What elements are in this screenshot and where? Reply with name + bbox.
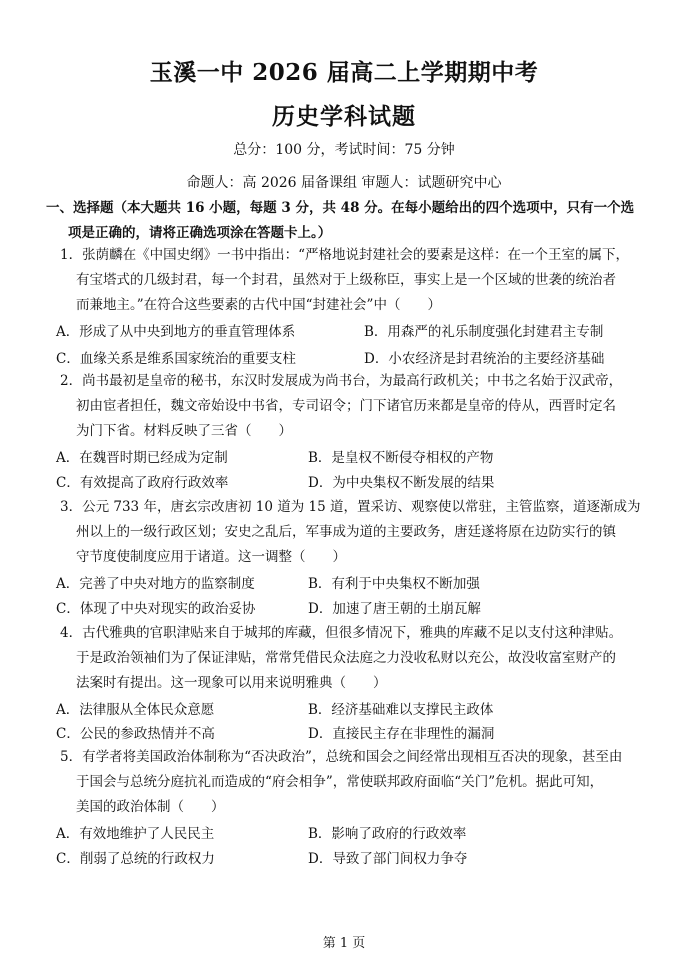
question-line: 为门下省。材料反映了三省（ ） bbox=[76, 423, 292, 439]
question-5 bbox=[60, 745, 660, 820]
question-line: 有宝塔式的几级封君，每一个封君，虽然对于上级称臣，事实上是一个区域的世袭的统治者 bbox=[76, 272, 616, 288]
question-line: 州以上的一级行政区划；安史之乱后，军事成为道的主要政务，唐廷遂将原在边防实行的镇 bbox=[76, 524, 616, 540]
option-b: B．用森严的礼乐制度强化封建君主专制 bbox=[364, 324, 604, 340]
question-4 bbox=[60, 621, 660, 696]
question-3 bbox=[60, 495, 660, 570]
option-c: C．削弱了总统的行政权力 bbox=[56, 851, 215, 867]
question-line: 2．尚书最初是皇帝的秘书，东汉时发展成为尚书台，为最高行政机关；中书之名始于汉武帝， bbox=[60, 373, 623, 389]
option-a: A．法律服从全体民众意愿 bbox=[56, 702, 215, 718]
question-line: 而兼地主。”在符合这些要素的古代中国“封建社会”中（ ） bbox=[76, 297, 441, 313]
option-d: D．导致了部门间权力争夺 bbox=[308, 851, 468, 867]
question-line: 于是政治领袖们为了保证津贴，常常凭借民众法庭之力没收私财以充公，故没收富室财产的 bbox=[76, 650, 616, 666]
page-number: 第 1 页 bbox=[322, 936, 366, 951]
option-b: B．经济基础难以支撑民主政体 bbox=[308, 702, 494, 718]
section-heading bbox=[46, 196, 646, 246]
question-line: 法案时有提出。这一现象可以用来说明雅典（ ） bbox=[76, 675, 387, 691]
exam-info: 总分：100 分，考试时间：75 分钟 bbox=[233, 142, 455, 158]
option-c: C．体现了中央对现实的政治妥协 bbox=[56, 601, 256, 617]
question-line: 1．张荫麟在《中国史纲》一书中指出：“严格地说封建社会的要素是这样：在一个王室的属下， bbox=[60, 247, 629, 263]
question-line: 守节度使制度应用于诸道。这一调整（ ） bbox=[76, 549, 346, 565]
option-a: A．在魏晋时期已经成为定制 bbox=[56, 450, 228, 466]
option-b: B．影响了政府的行政效率 bbox=[308, 826, 467, 842]
option-a: A．形成了从中央到地方的垂直管理体系 bbox=[56, 324, 296, 340]
option-c: C．有效提高了政府行政效率 bbox=[56, 475, 229, 491]
option-c: C．公民的参政热情并不高 bbox=[56, 726, 215, 742]
option-d: D．加速了唐王朝的土崩瓦解 bbox=[308, 601, 481, 617]
option-c: C．血缘关系是维系国家统治的重要支柱 bbox=[56, 351, 296, 367]
option-d: D．直接民主存在非理性的漏洞 bbox=[308, 726, 495, 742]
option-d: D．小农经济是封君统治的主要经济基础 bbox=[364, 351, 605, 367]
question-line: 3．公元 733 年，唐玄宗改唐初 10 道为 15 道，置采访、观察使以常驻，主管监察，道逐渐成为 bbox=[60, 499, 641, 515]
question-line: 4．古代雅典的官职津贴来自于城邦的库藏，但很多情况下，雅典的库藏不足以支付这种津贴。 bbox=[60, 625, 623, 641]
section-heading-line1: 一、选择题（本大题共 16 小题，每题 3 分，共 48 分。在每小题给出的四个选项中，只有一个选 bbox=[46, 200, 635, 216]
authors-line: 命题人：高 2026 届备课组 审题人：试题研究中心 bbox=[186, 175, 502, 191]
subject-title: 历史学科试题 bbox=[272, 103, 416, 130]
question-line: 5．有学者将美国政治体制称为“否决政治”，总统和国会之间经常出现相互否决的现象，甚至由 bbox=[60, 749, 623, 765]
question-2 bbox=[60, 369, 660, 444]
question-line: 于国会与总统分庭抗礼而造成的“府会相争”，常使联邦政府面临“关门”危机。据此可知， bbox=[76, 774, 604, 790]
question-line: 初由宦者担任，魏文帝始设中书省，专司诏令；门下诸官历来都是皇帝的侍从，西晋时定名 bbox=[76, 398, 616, 414]
section-heading-line2: 项是正确的，请将正确选项涂在答题卡上。） bbox=[68, 225, 332, 241]
option-a: A．完善了中央对地方的监察制度 bbox=[56, 576, 255, 592]
exam-title: 玉溪一中 2026 届高二上学期期中考 bbox=[149, 59, 539, 86]
question-1 bbox=[60, 243, 660, 318]
option-a: A．有效地维护了人民民主 bbox=[56, 826, 215, 842]
question-line: 美国的政治体制（ ） bbox=[76, 799, 225, 815]
option-d: D．为中央集权不断发展的结果 bbox=[308, 475, 495, 491]
option-b: B．有利于中央集权不断加强 bbox=[308, 576, 480, 592]
option-b: B．是皇权不断侵夺相权的产物 bbox=[308, 450, 494, 466]
